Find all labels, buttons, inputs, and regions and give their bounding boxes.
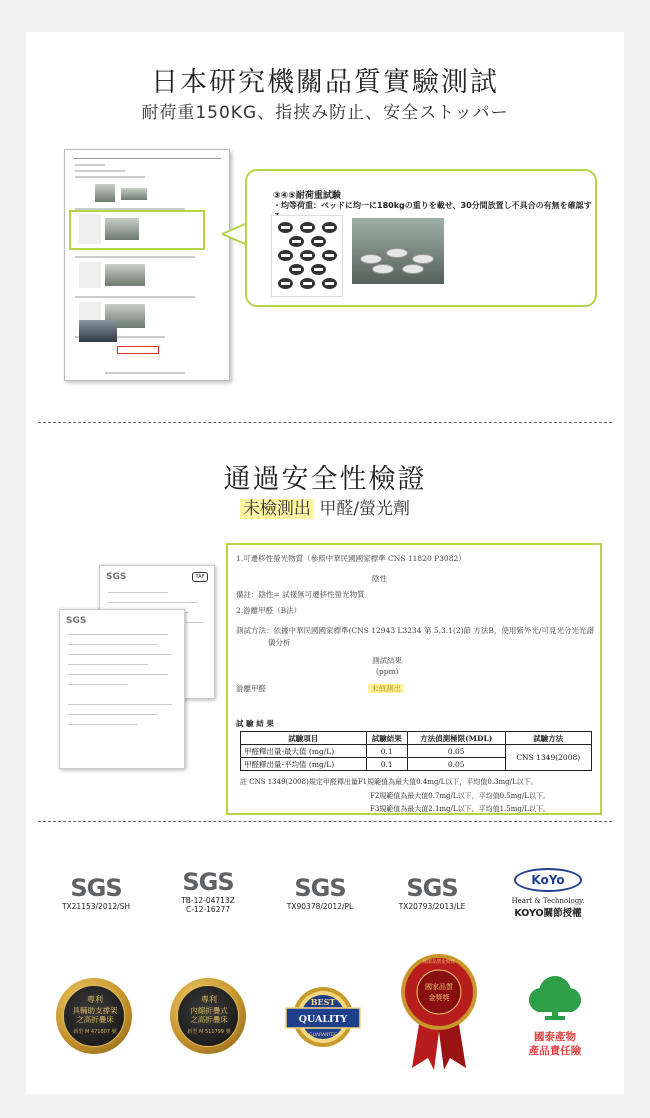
sgs-logo: SGS [70, 874, 122, 902]
page-card [26, 32, 624, 1094]
sgs-badge-3 [270, 874, 370, 911]
note1: 註 CNS 1349(2008)規定甲醛釋出量F1規範值為最大值0.4mg/L以下，平均值0.3mg/L以下。 [240, 778, 538, 786]
bq-line2: QUALITY [298, 1014, 348, 1025]
report-remark: 備註：陰性= 試樣無可遷移性螢光物質 [236, 590, 365, 599]
koyo-license: KOYO關節授權 [514, 908, 582, 919]
section2-title: 通過安全性檢證 [223, 464, 427, 495]
medal2-mid2: 之高折疊床 [190, 1015, 228, 1024]
sgs-code: TX21153/2012/SH [61, 902, 131, 911]
section2-subtitle [26, 494, 624, 519]
bq-line1: BEST [310, 997, 336, 1007]
taf-logo: TAF [192, 572, 208, 582]
report-method-a: 測試方法：依據中華民國國家標準(CNS 12943 L3234 第 5.3.1(2)節 方法B，使用紫外光/可見光分光光譜 [236, 626, 594, 635]
report-line1: 1.可遷移性螢光物質（參照中華民國國家標準 CNS 11820 P3082） [236, 554, 466, 563]
national-quality-award-medal [398, 950, 480, 1072]
sgs-mini-logo-2: SGS [66, 616, 87, 626]
patent-medal-2 [170, 978, 246, 1054]
sgs-code: TB-12-04713Z [181, 896, 235, 905]
section1-title: 日本研究機關品質實驗測試 [151, 67, 499, 98]
divider-1 [38, 422, 612, 423]
guotai-line2: 產品責任險 [528, 1045, 582, 1057]
report-positive: 陰性 [372, 574, 387, 583]
th-mdl: 方法偵測極限(MDL) [407, 732, 505, 745]
th-method: 試驗方法 [505, 732, 592, 745]
load-test-photo [352, 218, 444, 284]
sgs-logo: SGS [182, 868, 234, 896]
table-method: CNS 1349(2008) [505, 745, 592, 771]
medal1-mid2: 之高折疊床 [76, 1015, 114, 1024]
sgs-logo: SGS [406, 874, 458, 902]
callout-text: ・均等荷重：ベッドに均一に180kgの重りを載せ、30分間放置し不具合の有無を確認す [273, 201, 592, 210]
guotai-line1: 國泰產物 [534, 1031, 576, 1043]
sgs-mini-logo: SGS [106, 572, 127, 582]
report-result-unit: (ppm) [376, 667, 399, 676]
sgs-badge-1 [46, 874, 146, 911]
row1-result: 0.1 [366, 745, 407, 758]
report-not-detected: 未偵測出 [368, 684, 404, 693]
medal1-bot: 新型 M 471807 號 [73, 1029, 117, 1035]
koyo-tagline: Heart & Technology. [511, 897, 585, 905]
callout-title: ③④⑤耐荷重試験 [273, 191, 341, 201]
koyo-logo: KoYo [514, 868, 582, 892]
award-line1: 國家品質 [425, 983, 453, 991]
divider-2 [38, 821, 612, 822]
formaldehyde-table [240, 731, 592, 771]
subtitle-rest: 甲醛/螢光劑 [313, 499, 411, 519]
note3: F3規範值為最大值2.1mg/L以下，平均值1.5mg/L以下。 [370, 805, 550, 813]
green-tree-icon [525, 974, 585, 1026]
sgs-badge-4 [382, 874, 482, 911]
row2-result: 0.1 [366, 758, 407, 771]
koyo-badge [500, 868, 596, 919]
award-ring-text: 國家品質金獎獎 [423, 960, 455, 965]
medal2-bot: 新型 M 511799 號 [187, 1029, 231, 1035]
table-row [241, 745, 592, 758]
report-method-b: 儀分析 [268, 638, 291, 647]
medal1-top: 專利 [87, 995, 103, 1004]
report-highlight-box [69, 210, 205, 250]
section1-subtitle: 耐荷重150KG、指挟み防止、安全ストッパー [141, 103, 509, 123]
not-detected-highlight: 未檢測出 [240, 499, 314, 519]
medal1-mid1: 具輔助支撐架 [72, 1006, 118, 1015]
bq-line3: GUARANTEE [309, 1033, 337, 1038]
patent-medal-1 [56, 978, 132, 1054]
cathay-insurance-badge [512, 974, 598, 1058]
report-free-formaldehyde: 游離甲醛 [236, 684, 266, 693]
medal2-mid1: 內縮折疊式 [190, 1006, 228, 1015]
sgs-badge-2 [158, 868, 258, 914]
sgs-logo: SGS [294, 874, 346, 902]
sgs-code: TX20793/2013/LE [398, 902, 466, 911]
japan-test-report-image [64, 149, 230, 381]
best-quality-badge [284, 978, 362, 1056]
report-line2: 2.游離甲醛（B法） [236, 606, 302, 615]
row1-item: 甲醛釋出量-最大值 (mg/L) [241, 745, 367, 758]
row2-mdl: 0.05 [407, 758, 505, 771]
formaldehyde-report-detail [226, 543, 602, 815]
th-item: 試驗項目 [241, 732, 367, 745]
medal2-top: 專利 [201, 995, 217, 1004]
load-test-callout [245, 169, 597, 307]
weight-pattern-diagram [271, 215, 343, 297]
report-result-label: 測試結果 [372, 656, 402, 665]
row1-mdl: 0.05 [407, 745, 505, 758]
row2-item: 甲醛釋出量-平均值 (mg/L) [241, 758, 367, 771]
award-line2: 金獎獎 [428, 994, 450, 1002]
th-result: 試驗結果 [366, 732, 407, 745]
red-stamp [117, 346, 159, 354]
sgs-code-2: C-12-16277 [185, 905, 231, 914]
note2: F2規範值為最大值0.7mg/L以下，平均值0.5mg/L以下。 [370, 792, 550, 800]
test-result-header: 試 驗 結 果 [236, 719, 274, 728]
sgs-certificate-front [59, 609, 185, 769]
sgs-code: TX90378/2012/PL [286, 902, 354, 911]
